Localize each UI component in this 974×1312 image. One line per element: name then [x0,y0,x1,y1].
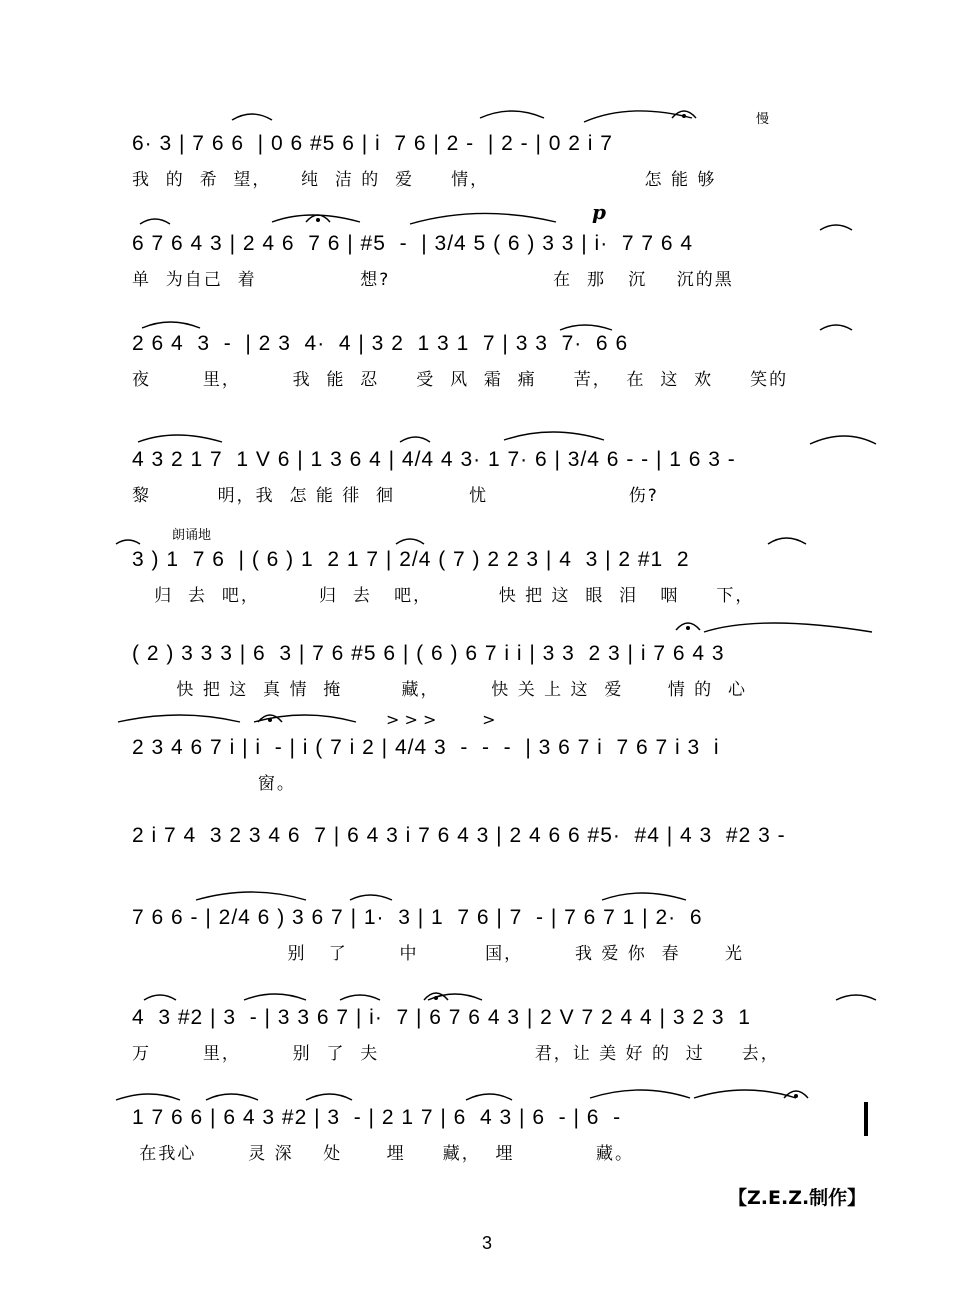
lyric-line: 我 的 希 望， 纯 洁 的 爱 情， 怎 能 够 [132,170,717,190]
lyric-line: 万 里， 别 了 夫 君，让 美 好 的 过 去， [132,1044,780,1064]
notation-line: 1 7 6 6 | 6 4 3 #2 | 3 - | 2 1 7 | 6 4 3 | 6 - | 6 - [132,1106,628,1129]
lyric-line: 黎 明，我 怎 能 徘 徊 忧 伤? [132,486,659,506]
lyric-line: 窗。 [132,774,296,794]
notation-line: 2 6 4 3 - | 2 3 4· 4 | 3 2 1 3 1 7 | 3 3 7· 6 6 [132,332,635,355]
lyric-line: 归 去 吧， 归 去 吧， 快 把 这 眼 泪 咽 下， [132,586,755,606]
dynamic-marking: p [592,200,606,224]
lyric-line: 夜 里， 我 能 忍 受 风 霜 痛 苦， 在 这 欢 笑的 [132,370,789,390]
lyric-line: 快 把 这 真 情 掩 藏， 快 关 上 这 爱 情 的 心 [132,680,747,700]
final-barline [864,1102,868,1136]
recitation-marking: 朗诵地 [172,528,212,543]
notation-line: 2 3 4 6 7 i | i - | i ( 7 i 2 | 4/4 3 - - - | 3 6 7 i 7 6 7 i 3 i [132,736,727,759]
notation-line: 3 ) 1 7 6 | ( 6 ) 1 2 1 7 | 2/4 ( 7 ) 2 2 3 | 4 3 | 2 #1 2 [132,548,697,571]
lyric-line: 别 了 中 国， 我 爱 你 春 光 [132,944,745,964]
lyric-line: 在我心 灵 深 处 埋 藏， 埋 藏。 [132,1144,634,1164]
tempo-marking: 慢 [756,112,770,127]
notation-line: 2 i 7 4 3 2 3 4 6 7 | 6 4 3 i 7 6 4 3 | 2 4 6 6 #5· #4 | 4 3 #2 3 - [132,824,793,847]
accent-marks: > > > > [386,710,496,729]
credit-label: 【Z.E.Z.制作】 [728,1187,867,1209]
page-number: 3 [481,1233,492,1253]
notation-line: ( 2 ) 3 3 3 | 6 3 | 7 6 #5 6 | ( 6 ) 6 7 i i | 3 3 2 3 | i 7 6 4 3 [132,642,732,665]
notation-line: 4 3 #2 | 3 - | 3 3 6 7 | i· 7 | 6 7 6 4 3 | 2 V 7 2 4 4 | 3 2 3 1 [132,1006,758,1029]
notation-line: 7 6 6 - | 2/4 6 ) 3 6 7 | 1· 3 | 1 7 6 | 7 - | 7 6 7 1 | 2· 6 [132,906,710,929]
lyric-line [132,858,874,886]
notation-line: 4 3 2 1 7 1 V 6 | 1 3 6 4 | 4/4 4 3· 1 7· 6 | 3/4 6 - - | 1 6 3 - [132,448,743,471]
lyric-line: 单 为自己 着 想? 在 那 沉 沉的黑 [132,270,734,290]
notation-line: 6· 3 | 7 6 6 | 0 6 #5 6 | i 7 6 | 2 - | 2 - | 0 2 i 7 [132,132,620,155]
notation-line: 6 7 6 4 3 | 2 4 6 7 6 | #5 - | 3/4 5 ( 6 ) 3 3 | i· 7 7 6 4 [132,232,700,255]
